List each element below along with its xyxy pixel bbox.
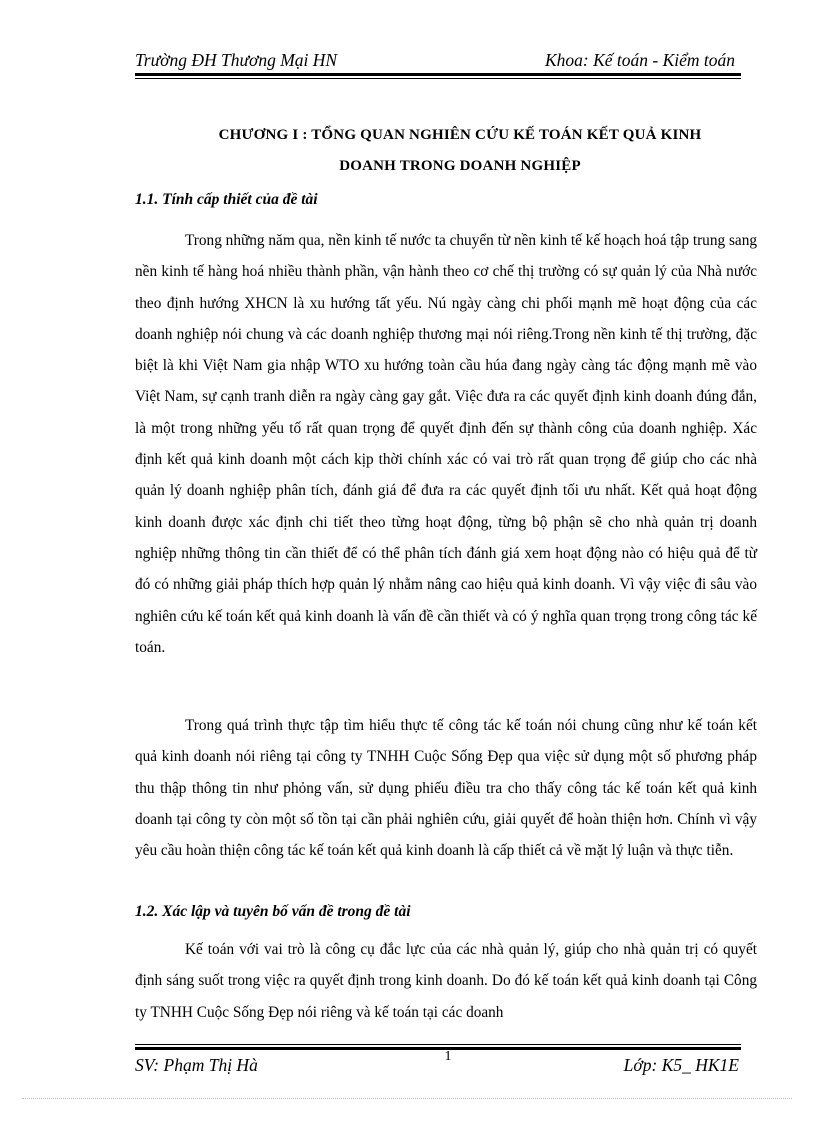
section-1-2-paragraph-1: Kế toán với vai trò là công cụ đắc lực của các nhà quản lý, giúp cho nhà quản trị có quyết định sáng suốt trong việc ra quyết định trong kinh doanh. Do đó kế toán kết quả kinh doanh tại Công ty TNHH Cuộc Sống Đẹp nói riêng và kế toán tại các doanh [135,941,757,1021]
section-1-1-paragraph-1: Trong những năm qua, nền kinh tế nước ta chuyển từ nền kinh tế kế hoạch hoá tập trung sang nền kinh tế hàng hoá nhiều thành phần, vận hành theo cơ chế thị trường có sự quản lý của Nhà nước theo định hướng XHCN là xu hướng tất yếu. Nú ngày càng chi phối mạnh mẽ hoạt động của các doanh nghiệp nói chung và các doanh nghiệp thương mại nói riêng.Trong nền kinh tế thị trường, đặc biệt là khi Việt Nam gia nhập WTO xu hướng toàn cầu húa đang ngày càng tác động mạnh mẽ vào Việt Nam, sự cạnh tranh diễn ra ngày càng gay gắt. Việc đưa ra các quyết định kinh doanh đúng đắn, là một trong những yếu tố rất quan trọng để quyết định đến sự thành công của doanh nghiệp. Xác định kết quả kinh doanh một cách kịp thời chính xác có vai trò rất quan trọng để giúp cho các nhà quản lý doanh nghiệp phân tích, đánh giá để đưa ra các quyết định tối ưu nhất. Kết quả hoạt động kinh doanh được xác định chi tiết theo từng hoạt động, từng bộ phận sẽ cho nhà quản trị doanh nghiệp những thông tin cần thiết để có thể phân tích đánh giá xem hoạt động nào có hiệu quả để từ đó có những giải pháp thích hợp quản lý nhằm nâng cao hiệu quả kinh doanh. Vì vậy việc đi sâu vào nghiên cứu kế toán kết quả kinh doanh là vấn đề cần thiết và có ý nghĩa quan trọng trong công tác kế toán. [135,232,757,656]
footer-student: SV: Phạm Thị Hà [135,1055,258,1075]
header-faculty: Khoa: Kế toán - Kiểm toán [544,50,735,70]
chapter-title [135,120,741,182]
footer-class: Lớp: K5_ HK1E [623,1055,739,1075]
page-number: 1 [444,1049,452,1064]
footer-rule-thick [135,1047,741,1050]
page-header [135,48,741,72]
header-rule-thick [135,73,741,76]
section-heading-1-2: 1.2. Xác lập và tuyên bố vấn đề trong đề tài [135,903,411,920]
section-heading-1-1: 1.1. Tính cấp thiết của đề tài [135,191,318,208]
section-1-1-paragraph-2: Trong quá trình thực tập tìm hiểu thực tế công tác kế toán nói chung cũng như kế toán kết quả kinh doanh nói riêng tại công ty TNHH Cuộc Sống Đẹp qua việc sử dụng một số phương pháp thu thập thông tin như phỏng vấn, sử dụng phiếu điều tra cho thấy công tác kế toán kết quả kinh doanh tại công ty còn một số tồn tại cần phải nghiên cứu, giải quyết để hoàn thiện hơn. Chính vì vậy yêu cầu hoàn thiện công tác kế toán kết quả kinh doanh là cấp thiết cả về mặt lý luận và thực tiễn. [135,717,757,860]
chapter-title-line-2: DOANH TRONG DOANH NGHIỆP [339,158,581,174]
chapter-title-line-1: CHƯƠNG I : TỔNG QUAN NGHIÊN CỨU KẾ TOÁN KẾT QUẢ KINH [218,127,702,143]
header-school: Trường ĐH Thương Mại HN [135,50,338,70]
page-edge [22,1098,792,1099]
footer-rule-thin [135,1044,741,1045]
page-footer [135,1053,741,1079]
header-rule-thin [135,78,741,79]
